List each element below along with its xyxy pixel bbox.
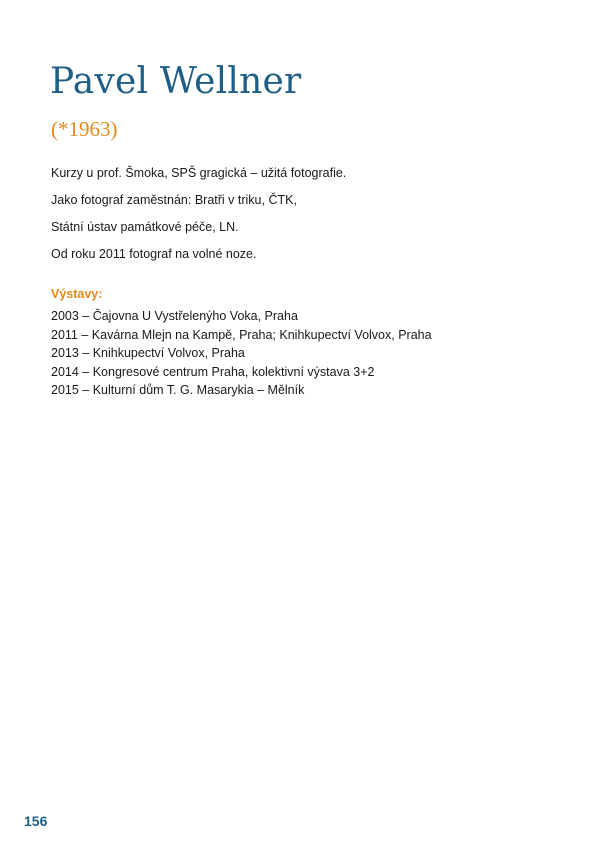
page-number: 156 xyxy=(24,813,48,829)
birth-year: (*1963) xyxy=(51,117,118,141)
exhibition-item: 2011 – Kavárna Mlejn na Kampě, Praha; Knihkupectví Volvox, Praha xyxy=(51,327,432,342)
exhibition-item: 2015 – Kulturní dům T. G. Masarykia – Mělník xyxy=(51,383,305,397)
biography xyxy=(51,166,346,274)
exhibition-item: 2003 – Čajovna U Vystřelenýho Voka, Praha xyxy=(51,309,298,323)
bio-line: Jako fotograf zaměstnán: Bratři v triku, ČTK, xyxy=(51,193,297,207)
author-name: Pavel Wellner xyxy=(50,61,302,102)
exhibition-item: 2013 – Knihkupectví Volvox, Praha xyxy=(51,346,245,360)
exhibitions-heading: Výstavy: xyxy=(51,287,103,301)
bio-line: Kurzy u prof. Šmoka, SPŠ gragická – užitá fotografie. xyxy=(51,166,347,180)
exhibitions-list xyxy=(51,307,432,400)
bio-line: Státní ústav památkové péče, LN. xyxy=(51,220,239,234)
exhibition-item: 2014 – Kongresové centrum Praha, kolektivní výstava 3+2 xyxy=(51,364,375,379)
bio-line: Od roku 2011 fotograf na volné noze. xyxy=(51,247,257,261)
